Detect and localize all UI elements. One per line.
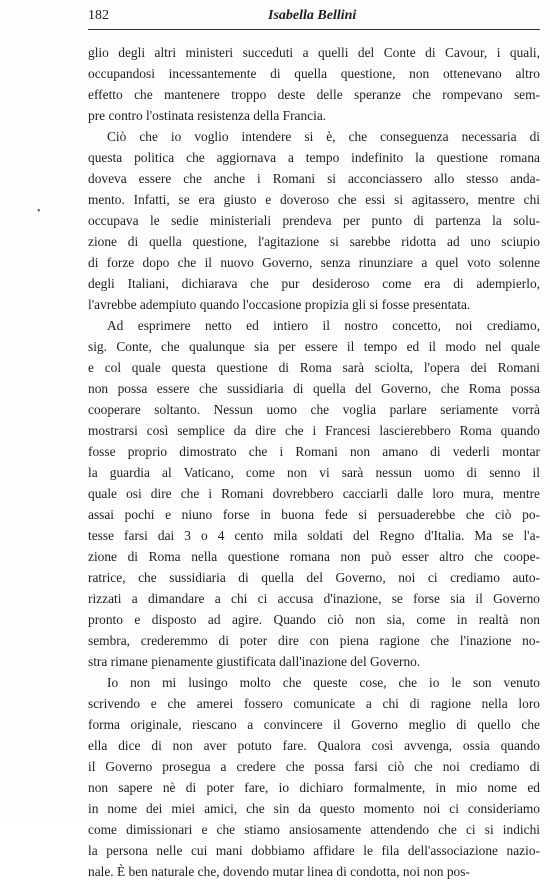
text-line: mento. Infatti, se era giusto e doveroso che essi si agitassero, mentre chi	[88, 192, 540, 207]
text-line: ratrice, che sussidiaria di quella del Governo, noi ci crediamo auto-	[88, 570, 540, 585]
text-line: di forze dopo che il nuovo Governo, senza rinunziare a quel voto solenne	[88, 255, 540, 270]
text-line: scrivendo e che amerei fossero comunicate a chi di ragione nella loro	[88, 696, 540, 711]
text-line: il Governo prosegua a credere che possa farsi ciò che noi crediamo di	[88, 759, 540, 774]
text-line: pronto e disposto ad agire. Quando ciò non sia, come in realtà non	[88, 612, 540, 627]
text-line: e col quale questa questione di Roma sarà sciolta, l'opera dei Romani	[88, 360, 540, 375]
text-line: cooperare soltanto. Nessun uomo che voglia parlare seriamente vorrà	[88, 402, 540, 417]
text-line: come dimissionari e che stiamo ansiosamente attendendo che ci si indichi	[88, 822, 540, 837]
text-line: glio degli altri ministeri succeduti a quelli del Conte di Cavour, i quali,	[88, 45, 540, 60]
paragraph	[88, 42, 540, 126]
text-line: sembra, crederemmo di poter dire con piena ragione che l'inazione no-	[88, 633, 540, 648]
text-line: forma originale, riescano a convincere il Governo meglio di quello che	[88, 717, 540, 732]
text-line: nale. È ben naturale che, dovendo mutar linea di condotta, noi non pos-	[88, 864, 470, 879]
text-line: questa politica che aggiornava a tempo indefinito la questione romana	[88, 150, 540, 165]
text-line: non possa essere che sussidiaria di quella del Governo, che Roma possa	[88, 381, 540, 396]
text-line: assai pochi e niuno forse in buona fede si persuaderebbe che ciò po-	[88, 507, 540, 522]
text-line: zione di Roma nella questione romana non può esser altro che coope-	[88, 549, 540, 564]
text-line: Ciò che io voglio intendere si è, che conseguenza necessaria di	[107, 129, 540, 144]
header-rule	[88, 29, 540, 30]
text-line: non sapere nè di poter fare, io dichiaro formalmente, in mio nome ed	[88, 780, 540, 795]
text-line: in nome dei miei amici, che sin da questo momento noi ci consideriamo	[88, 801, 540, 816]
text-line: sig. Conte, che qualunque sia per essere il tempo ed il modo nel quale	[88, 339, 540, 354]
text-line: occupava le sedie ministeriali prendeva per punto di partenza la solu-	[88, 213, 540, 228]
text-line: stra rimane pienamente giustificata dall'inazione del Governo.	[88, 654, 421, 669]
text-line: quale osi dire che i Romani dovrebbero cacciarli dalle loro mura, mentre	[88, 486, 540, 501]
text-line: rizzati a dimandare a chi ci accusa d'inazione, se forse sia il Governo	[88, 591, 540, 606]
text-line: effetto che mantenere troppo deste delle speranze che rompevano sem-	[88, 87, 540, 102]
text-line: tesse farsi dai 3 o 4 cento mila soldati del Regno d'Italia. Ma se l'a-	[88, 528, 540, 543]
running-title: Isabella Bellini	[268, 8, 357, 23]
paragraph	[88, 315, 540, 672]
text-line: zione di quella questione, l'agitazione si sarebbe ridotta ad uno sciupio	[88, 234, 540, 249]
page-number: 182	[88, 8, 109, 23]
text-line: mostrarsi così semplice da dire che i Francesi lascierebbero Roma quando	[88, 423, 540, 438]
page-header	[88, 6, 540, 28]
text-line: pre contro l'ostinata resistenza della Francia.	[88, 108, 327, 123]
text-line: ella dice di non aver potuto fare. Qualora così avvenga, ossia quando	[88, 738, 540, 753]
paragraph	[88, 126, 540, 315]
text-line: Io non mi lusingo molto che queste cose, che io le son venuto	[107, 675, 540, 690]
text-line: la persona nelle cui mani dobbiamo affidare le fila dell'associazione nazio-	[88, 843, 540, 858]
text-line: doveva essere che anche i Romani si acconciassero allo stesso anda-	[88, 171, 540, 186]
text-line: fosse proprio dimostrato che i Romani non amano di vederli montar	[88, 444, 540, 459]
paragraph	[88, 672, 540, 882]
text-line: degli Italiani, dichiarava che pur desideroso come era di adempierlo,	[88, 276, 540, 291]
body-text	[88, 42, 540, 882]
text-line: la guardia al Vaticano, come non vi sarà nessun uomo di senno il	[88, 465, 540, 480]
text-line: Ad esprimere netto ed intiero il nostro concetto, noi crediamo,	[107, 318, 540, 333]
text-line: occupandosi incessantemente di quella questione, non ottenevano altro	[88, 66, 540, 81]
text-line: l'avrebbe adempiuto quando l'occasione propizia gli si fosse presentata.	[88, 297, 471, 312]
margin-mark: •	[37, 206, 41, 217]
